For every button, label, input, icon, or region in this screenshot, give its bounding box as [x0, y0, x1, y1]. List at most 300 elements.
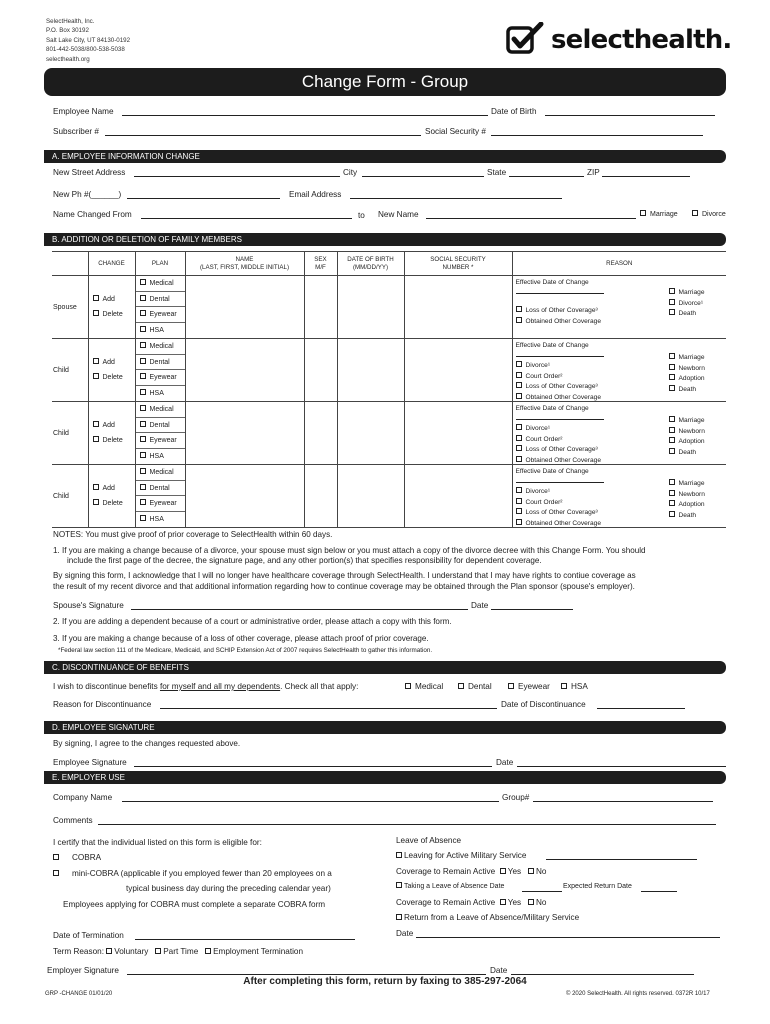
checkbox-icon[interactable] [669, 309, 675, 315]
checkbox-icon[interactable] [140, 373, 146, 379]
reason-option[interactable] [516, 361, 602, 372]
loa-label: Leave of Absence [396, 836, 462, 845]
add-option[interactable] [93, 418, 135, 433]
checkbox-icon[interactable] [669, 299, 675, 305]
section-c-header: C. DISCONTINUANCE OF BENEFITS [44, 661, 726, 674]
checkbox-icon[interactable] [93, 358, 99, 364]
dob-header-line1: DATE OF BIRTH [347, 255, 394, 263]
employee-name-field[interactable] [122, 107, 488, 116]
checkbox-icon[interactable] [93, 484, 99, 490]
reason-label: Newborn [678, 427, 705, 435]
checkbox-icon[interactable] [516, 361, 522, 367]
checkbox-icon[interactable] [669, 490, 675, 496]
plan-label: Eyewear [149, 374, 177, 381]
checkbox-icon[interactable] [140, 499, 146, 505]
reason-left-group [516, 424, 602, 466]
checkbox-icon[interactable] [669, 288, 675, 294]
checkbox-icon[interactable] [140, 436, 146, 442]
checkbox-icon[interactable] [669, 374, 675, 380]
plan-label: Dental [149, 295, 170, 303]
reason-option[interactable] [516, 498, 602, 509]
reason-option[interactable] [669, 479, 705, 490]
expected-field[interactable] [641, 883, 677, 892]
disc-date-field[interactable] [597, 700, 685, 709]
name-cell[interactable] [185, 465, 304, 528]
add-label: Add [102, 359, 115, 366]
returning-option[interactable] [396, 913, 579, 922]
checkbox-icon[interactable] [140, 279, 146, 285]
checkbox-icon[interactable] [516, 393, 522, 399]
dob-field[interactable] [545, 107, 715, 116]
checkbox-icon[interactable] [516, 435, 522, 441]
plan-label: HSA [149, 452, 164, 460]
reason-header: REASON [512, 252, 726, 276]
discontinue-text-end: . Check all that apply: [280, 682, 359, 691]
spouse-signature-field[interactable] [131, 601, 468, 610]
term-date-field[interactable] [135, 931, 355, 940]
reason-label: Marriage [678, 289, 705, 296]
checkbox-icon[interactable] [396, 882, 402, 888]
dob-cell[interactable] [337, 276, 404, 339]
checkbox-icon[interactable] [640, 210, 646, 216]
ssn-cell[interactable] [404, 465, 512, 528]
plan-option[interactable] [136, 339, 185, 355]
plan-option[interactable] [136, 292, 185, 308]
checkbox-icon[interactable] [669, 511, 675, 517]
delete-label: Delete [102, 500, 123, 507]
reason-option[interactable] [669, 511, 705, 522]
delete-option[interactable] [93, 370, 135, 385]
form-code: GRP -CHANGE 01/01/20 [45, 991, 113, 997]
reason-label: Death [678, 511, 697, 519]
reason-option[interactable] [516, 306, 602, 317]
certify-text: I certify that the individual listed on this form is eligible for: [53, 838, 262, 847]
yes-label: Yes [507, 898, 522, 907]
delete-label: Delete [102, 374, 123, 381]
taking-date-field[interactable] [522, 883, 562, 892]
ssn-cell[interactable] [404, 276, 512, 339]
part-time-label: Part Time [163, 947, 199, 956]
group-label: Group# [502, 793, 530, 802]
name-cell[interactable] [185, 339, 304, 402]
reason-option[interactable] [516, 424, 602, 435]
note-1-cont: include the first page of the decree, the signature page, and any other portion(s) that specifies responsibility for dependent coverage. [67, 556, 542, 565]
effective-date-field[interactable] [516, 419, 604, 420]
checkbox-icon[interactable] [155, 948, 161, 954]
zip-label: ZIP [587, 168, 600, 177]
plan-option[interactable] [136, 418, 185, 434]
change-cell [88, 339, 135, 402]
checkbox-icon[interactable] [669, 479, 675, 485]
checkbox-icon[interactable] [458, 683, 464, 689]
reason-label: Marriage [678, 417, 705, 424]
checkbox-icon[interactable] [140, 326, 146, 332]
reason-option[interactable] [516, 445, 602, 456]
checkbox-icon[interactable] [93, 499, 99, 505]
address-line: 801-442-5038/800-538-5038 [46, 46, 125, 54]
checkbox-icon[interactable] [516, 382, 522, 388]
employee-sig-field[interactable] [134, 758, 492, 767]
plan-option[interactable] [136, 307, 185, 323]
subscriber-field[interactable] [105, 127, 421, 136]
dob-cell[interactable] [337, 339, 404, 402]
remain-yes-option[interactable] [500, 867, 521, 876]
form-title: Change Form - Group [44, 68, 726, 96]
dob-cell[interactable] [337, 402, 404, 465]
taking-option[interactable] [396, 883, 504, 890]
checkmark-logo-icon [505, 22, 545, 58]
part-time-option[interactable] [155, 947, 198, 956]
cobra-note: Employees applying for COBRA must complete a separate COBRA form [63, 900, 326, 909]
comments-label: Comments [53, 816, 93, 825]
agree-text: By signing, I agree to the changes requested above. [53, 739, 241, 748]
reason-option[interactable] [669, 448, 705, 459]
reason-option[interactable] [669, 490, 705, 501]
disc-eyewear-option[interactable] [508, 682, 550, 691]
disc-medical-option[interactable] [405, 682, 443, 691]
checkbox-icon[interactable] [140, 421, 146, 427]
delete-option[interactable] [93, 307, 135, 322]
checkbox-icon[interactable] [669, 364, 675, 370]
plan-option[interactable] [136, 465, 185, 481]
plan-option[interactable] [136, 402, 185, 418]
checkbox-icon[interactable] [396, 914, 402, 920]
checkbox-icon[interactable] [140, 310, 146, 316]
add-option[interactable] [93, 292, 135, 307]
federal-note: *Federal law section 111 of the Medicare, Medicaid, and SCHIP Extension Act of 2007 requires SelectHealth to gather this information. [58, 647, 433, 654]
term-reason-label: Term Reason: [53, 947, 104, 956]
discontinue-text: I wish to discontinue benefits [53, 682, 160, 691]
checkbox-icon[interactable] [140, 484, 146, 490]
ssn-field[interactable] [491, 127, 703, 136]
table-row [52, 276, 726, 339]
effective-date-field[interactable] [516, 356, 604, 357]
marriage-option[interactable] [640, 211, 678, 218]
spouse-date-label: Date [471, 601, 489, 610]
reason-label: Marriage [678, 480, 705, 487]
reason-label: Court Order² [525, 498, 563, 506]
reason-right-group [669, 288, 705, 320]
section-e-header: E. EMPLOYER USE [44, 771, 726, 784]
plan-option[interactable] [136, 449, 185, 465]
checkbox-icon[interactable] [405, 683, 411, 689]
reason-label: Loss of Other Coverage³ [525, 307, 598, 314]
employee-sig-date-field[interactable] [517, 758, 726, 767]
remain2-no-option[interactable] [528, 898, 546, 907]
ssn-cell[interactable] [404, 402, 512, 465]
checkbox-icon[interactable] [140, 405, 146, 411]
checkbox-icon[interactable] [516, 424, 522, 430]
sex-header-line2: M/F [315, 263, 326, 271]
name-header [185, 252, 304, 276]
plan-option[interactable] [136, 481, 185, 497]
reason-option[interactable] [516, 382, 602, 393]
checkbox-icon[interactable] [516, 317, 522, 323]
address-line: SelectHealth, Inc. [46, 18, 95, 25]
dob-header-line2: (MM/DD/YY) [352, 263, 389, 271]
reason-option[interactable] [669, 427, 705, 438]
reason-cell [512, 465, 726, 528]
divorce-option[interactable] [692, 211, 726, 218]
name-cell[interactable] [185, 276, 304, 339]
employer-sig-label: Employer Signature [47, 966, 119, 975]
group-field[interactable] [533, 793, 713, 802]
table-row [52, 402, 726, 465]
effective-date-label: Effective Date of Change [515, 468, 589, 475]
reason-label: Death [678, 310, 697, 317]
reason-option[interactable] [669, 299, 705, 310]
employee-sig-label: Employee Signature [53, 758, 127, 767]
reason-option[interactable] [669, 364, 705, 375]
ssn-cell[interactable] [404, 339, 512, 402]
leaving-label: Leaving for Active Military Service [404, 851, 527, 860]
disc-dental-option[interactable] [458, 682, 492, 691]
add-option[interactable] [93, 481, 135, 496]
mini-cobra-option[interactable] [53, 869, 332, 878]
divorce-label: Divorce [702, 211, 726, 218]
checkbox-icon[interactable] [561, 683, 567, 689]
checkbox-icon[interactable] [93, 421, 99, 427]
checkbox-icon[interactable] [669, 416, 675, 422]
checkbox-icon[interactable] [516, 498, 522, 504]
plan-option[interactable] [136, 512, 185, 528]
sex-cell[interactable] [304, 339, 337, 402]
plan-option[interactable] [136, 323, 185, 339]
member-type: Child [52, 465, 88, 528]
leaving-field[interactable] [546, 851, 697, 860]
plan-option[interactable] [136, 496, 185, 512]
name-cell[interactable] [185, 402, 304, 465]
change-cell [88, 402, 135, 465]
sex-cell[interactable] [304, 402, 337, 465]
checkbox-icon[interactable] [500, 868, 506, 874]
checkbox-icon[interactable] [93, 310, 99, 316]
reason-option[interactable] [516, 508, 602, 519]
company-field[interactable] [122, 793, 499, 802]
add-label: Add [102, 422, 115, 429]
checkbox-icon[interactable] [669, 448, 675, 454]
disc-reason-field[interactable] [160, 700, 497, 709]
reason-option[interactable] [516, 435, 602, 446]
city-label: City [343, 168, 358, 177]
plan-label: Dental [149, 484, 170, 492]
checkbox-icon[interactable] [516, 372, 522, 378]
checkbox-icon[interactable] [516, 508, 522, 514]
dob-cell[interactable] [337, 465, 404, 528]
no-label: No [535, 898, 547, 907]
checkbox-icon[interactable] [140, 342, 146, 348]
plan-cell [135, 402, 185, 465]
reason-option[interactable] [669, 416, 705, 427]
ssn-header-line2: NUMBER * [442, 263, 474, 271]
checkbox-icon[interactable] [669, 427, 675, 433]
voluntary-option[interactable] [106, 947, 148, 956]
checkbox-icon[interactable] [508, 683, 514, 689]
checkbox-icon[interactable] [516, 456, 522, 462]
delete-option[interactable] [93, 496, 135, 511]
checkbox-icon[interactable] [140, 295, 146, 301]
section-d-header: D. EMPLOYEE SIGNATURE [44, 721, 726, 734]
plan-option[interactable] [136, 355, 185, 371]
change-cell [88, 276, 135, 339]
plan-label: Medical [149, 280, 174, 287]
remain-no-option[interactable] [528, 867, 546, 876]
employee-sig-date-label: Date [496, 758, 514, 767]
street-field[interactable] [134, 168, 340, 177]
add-label: Add [102, 296, 115, 303]
email-label: Email Address [289, 190, 342, 199]
reason-option[interactable] [669, 309, 705, 320]
checkbox-icon[interactable] [669, 500, 675, 506]
reason-label: Adoption [678, 501, 705, 508]
change-header: CHANGE [88, 252, 135, 276]
plan-label: HSA [149, 326, 164, 334]
reason-label: Loss of Other Coverage³ [525, 509, 598, 516]
new-name-field[interactable] [426, 210, 636, 219]
reason-label: Marriage [678, 354, 705, 361]
delete-option[interactable] [93, 433, 135, 448]
sex-cell[interactable] [304, 465, 337, 528]
checkbox-icon[interactable] [669, 353, 675, 359]
reason-label: Divorce¹ [525, 425, 551, 432]
reason-option[interactable] [669, 385, 705, 396]
reason-label: Death [678, 385, 697, 393]
reason-option[interactable] [516, 317, 602, 328]
plan-option[interactable] [136, 433, 185, 449]
reason-option[interactable] [516, 487, 602, 498]
return-date-field[interactable] [416, 929, 720, 938]
new-name-label: New Name [378, 210, 419, 219]
effective-date-field[interactable] [516, 482, 604, 483]
comments-field[interactable] [98, 816, 716, 825]
checkbox-icon[interactable] [140, 389, 146, 395]
checkbox-icon[interactable] [93, 295, 99, 301]
name-from-field[interactable] [141, 210, 352, 219]
checkbox-icon[interactable] [516, 519, 522, 525]
reason-option[interactable] [669, 288, 705, 299]
reason-label: Adoption [678, 438, 705, 445]
effective-date-label: Effective Date of Change [515, 342, 589, 349]
plan-label: Dental [149, 358, 170, 366]
phone-label: New Ph #(______) [53, 190, 122, 199]
plan-label: Eyewear [149, 500, 177, 507]
plan-cell [135, 276, 185, 339]
cobra-option[interactable] [53, 853, 101, 862]
reason-option[interactable] [669, 500, 705, 511]
discontinue-underlined: for myself and all my dependents [159, 682, 281, 691]
ssn-label: Social Security # [425, 127, 486, 136]
emp-term-option[interactable] [205, 947, 303, 956]
spouse-date-field[interactable] [491, 601, 573, 610]
disc-dental-label: Dental [468, 682, 492, 691]
checkbox-icon[interactable] [669, 385, 675, 391]
delete-label: Delete [102, 437, 123, 444]
employer-sig-field[interactable] [127, 966, 486, 975]
checkbox-icon[interactable] [53, 870, 59, 876]
reason-label: Obtained Other Coverage [525, 519, 602, 527]
reason-label: Newborn [678, 364, 705, 372]
checkbox-icon[interactable] [140, 452, 146, 458]
reason-right-group [669, 416, 705, 458]
checkbox-icon[interactable] [528, 868, 534, 874]
checkbox-icon[interactable] [140, 515, 146, 521]
phone-field[interactable] [127, 190, 280, 199]
reason-label: Obtained Other Coverage [525, 317, 602, 325]
employer-date-label: Date [490, 966, 508, 975]
plan-option[interactable] [136, 276, 185, 292]
reason-label: Death [678, 448, 697, 456]
checkbox-icon[interactable] [516, 445, 522, 451]
checkbox-icon[interactable] [516, 306, 522, 312]
plan-option[interactable] [136, 370, 185, 386]
table-row [52, 339, 726, 402]
checkbox-icon[interactable] [669, 437, 675, 443]
change-cell [88, 465, 135, 528]
zip-field[interactable] [602, 168, 690, 177]
checkbox-icon[interactable] [53, 854, 59, 860]
checkbox-icon[interactable] [528, 899, 534, 905]
reason-label: Loss of Other Coverage³ [525, 446, 598, 453]
leaving-option[interactable] [396, 851, 526, 860]
checkbox-icon[interactable] [396, 852, 402, 858]
reason-left-group [516, 306, 602, 327]
effective-date-field[interactable] [516, 293, 604, 294]
section-b-header: B. ADDITION OR DELETION OF FAMILY MEMBERS [44, 233, 726, 246]
logo-text: selecthealth. [551, 25, 732, 55]
reason-option[interactable] [669, 353, 705, 364]
member-type: Child [52, 402, 88, 465]
employer-date-field[interactable] [511, 966, 694, 975]
checkbox-icon[interactable] [106, 948, 112, 954]
plan-option[interactable] [136, 386, 185, 402]
plan-label: Medical [149, 469, 174, 476]
yes-label: Yes [507, 867, 522, 876]
selecthealth-logo [505, 22, 732, 58]
reason-cell [512, 402, 726, 465]
reason-label: Adoption [678, 375, 705, 382]
reason-option[interactable] [669, 437, 705, 448]
reason-option[interactable] [516, 519, 602, 530]
address-line: Salt Lake City, UT 84130-0192 [46, 36, 131, 44]
email-field[interactable] [350, 190, 562, 199]
plan-label: HSA [149, 515, 164, 523]
checkbox-icon[interactable] [140, 468, 146, 474]
reason-option[interactable] [669, 374, 705, 385]
member-type: Child [52, 339, 88, 402]
city-field[interactable] [362, 168, 484, 177]
checkbox-icon[interactable] [93, 373, 99, 379]
checkbox-icon[interactable] [140, 358, 146, 364]
checkbox-icon[interactable] [692, 210, 698, 216]
plan-label: Eyewear [149, 311, 177, 318]
plan-label: Medical [149, 406, 174, 413]
checkbox-icon[interactable] [93, 436, 99, 442]
disc-hsa-option[interactable] [561, 682, 588, 691]
ssn-header [404, 252, 512, 276]
note-3: 3. If you are making a change because of a loss of other coverage, please attach proof of prior coverage. [53, 634, 429, 643]
remain2-yes-option[interactable] [500, 898, 521, 907]
reason-label: Divorce¹ [525, 488, 551, 495]
reason-option[interactable] [516, 372, 602, 383]
state-field[interactable] [509, 168, 584, 177]
checkbox-icon[interactable] [205, 948, 211, 954]
delete-label: Delete [102, 311, 123, 318]
checkbox-icon[interactable] [516, 487, 522, 493]
reason-label: Loss of Other Coverage³ [525, 383, 598, 390]
sex-cell[interactable] [304, 276, 337, 339]
add-option[interactable] [93, 355, 135, 370]
checkbox-icon[interactable] [500, 899, 506, 905]
